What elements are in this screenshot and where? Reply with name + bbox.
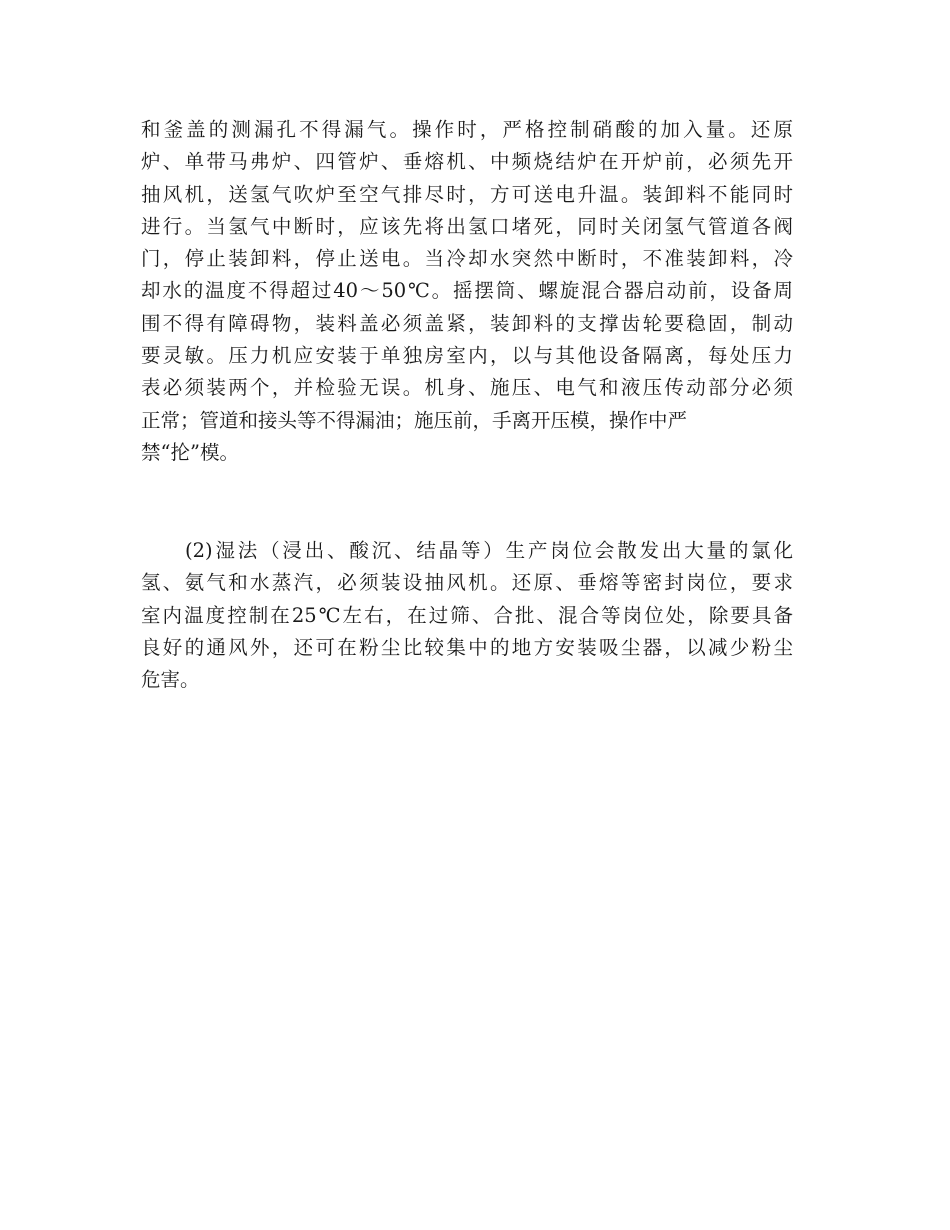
- text-line: 门，停止装卸料，停止送电。当冷却水突然中断时，不准装卸料，冷: [141, 247, 793, 271]
- text-line: 要灵敏。压力机应安装于单独房室内，以与其他设备隔离，每处压力: [141, 344, 793, 368]
- text-line: 表必须装两个，并检验无误。机身、施压、电气和液压传动部分必须: [141, 376, 793, 400]
- text-line: 正常；管道和接头等不得漏油；施压前，手离开压模，操作中严: [141, 408, 688, 432]
- text-line: (2)湿法（浸出、酸沉、结晶等）生产岗位会散发出大量的氯化: [185, 539, 793, 562]
- paragraph-2: [141, 535, 793, 696]
- text-line: 禁“抡”模。: [141, 440, 239, 464]
- text-line: 炉、单带马弗炉、四管炉、垂熔机、中频烧结炉在开炉前，必须先开: [141, 150, 793, 174]
- paragraph-1: [141, 114, 793, 469]
- text-line: 室内温度控制在25℃左右，在过筛、合批、混合等岗位处，除要具备: [141, 603, 793, 627]
- text-line: 氢、氨气和水蒸汽，必须装设抽风机。还原、垂熔等密封岗位，要求: [141, 571, 793, 595]
- text-line: 进行。当氢气中断时，应该先将出氢口堵死，同时关闭氢气管道各阀: [141, 214, 793, 238]
- text-line: 和釜盖的测漏孔不得漏气。操作时，严格控制硝酸的加入量。还原: [141, 118, 793, 141]
- text-line: 抽风机，送氢气吹炉至空气排尽时，方可送电升温。装卸料不能同时: [141, 182, 793, 206]
- text-line: 危害。: [141, 668, 200, 692]
- text-line: 却水的温度不得超过40～50℃。摇摆筒、螺旋混合器启动前，设备周: [141, 279, 793, 303]
- text-line: 良好的通风外，还可在粉尘比较集中的地方安装吸尘器，以减少粉尘: [141, 635, 793, 659]
- text-line: 围不得有障碍物，装料盖必须盖紧，装卸料的支撑齿轮要稳固，制动: [141, 311, 793, 335]
